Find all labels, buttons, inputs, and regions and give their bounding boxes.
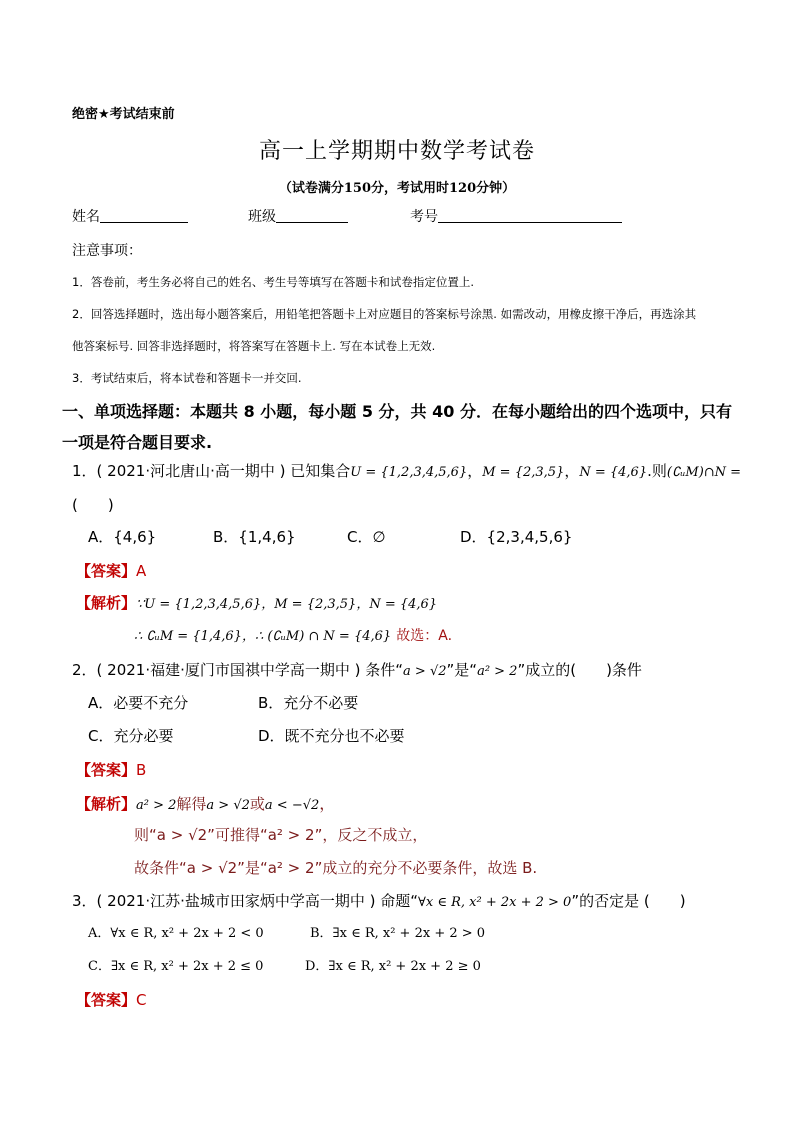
q3-option-a: A．∀x ∈ R, x² + 2x + 2 < 0 <box>88 926 264 941</box>
exam-number-field <box>410 206 622 226</box>
q2-analysis-line2: 则“a > √2”可推得“a² > 2”，反之不成立， <box>134 826 428 844</box>
notes-heading: 注意事项： <box>72 243 142 259</box>
class-blank <box>276 208 348 223</box>
q3-answer: 【答案】C <box>76 991 147 1009</box>
note-item: 他答案标号. 回答非选择题时，将答案写在答题卡上. 写在本试卷上无效. <box>72 339 436 353</box>
question-1-stem: 1．( 2021·河北唐山·高一期中 ) 已知集合U = {1,2,3,4,5,6}，M = {2,3,5}，N = {4,6}.则(∁ᵤM)∩N = <box>72 462 742 480</box>
q1-expression: (∁ᵤM)∩N = <box>666 465 742 480</box>
name-blank <box>100 208 188 223</box>
q1-option-a: A．{4,6} <box>88 528 157 546</box>
question-1-paren: ( ) <box>72 496 114 514</box>
exam-number-blank <box>438 208 622 223</box>
note-item: 2．回答选择题时，选出每小题答案后，用铅笔把答题卡上对应题目的答案标号涂黑. 如需改动，用橡皮擦干净后，再选涂其 <box>72 307 697 321</box>
q3-option-d: D．∃x ∈ R, x² + 2x + 2 ≥ 0 <box>305 959 481 974</box>
q3-option-c: C．∃x ∈ R, x² + 2x + 2 ≤ 0 <box>88 959 264 974</box>
set-u: U = {1,2,3,4,5,6} <box>350 465 468 480</box>
section-heading: 一、单项选择题：本题共 8 小题，每小题 5 分，共 40 分．在每小题给出的四个选项中，只有 <box>62 402 732 421</box>
set-n: N = {4,6} <box>579 465 648 480</box>
exam-title: 高一上学期期中数学考试卷 <box>258 139 535 164</box>
exam-number-label: 考号 <box>410 209 438 225</box>
q2-analysis: 【解析】a² > 2解得a > √2或a < −√2， <box>76 794 336 813</box>
q1-option-d: D．{2,3,4,5,6} <box>460 528 573 546</box>
note-item: 3．考试结束后，将本试卷和答题卡一并交回. <box>72 371 302 385</box>
q2-option-d: D．既不充分也不必要 <box>258 727 405 745</box>
q2-option-c: C．充分必要 <box>88 727 174 745</box>
name-label: 姓名 <box>72 209 100 225</box>
q2-analysis-line3: 故条件“a > √2”是“a² > 2”成立的充分不必要条件，故选 B. <box>134 859 538 877</box>
question-2-stem: 2．( 2021·福建·厦门市国祺中学高一期中 ) 条件“a > √2”是“a² > 2”成立的( )条件 <box>72 661 642 679</box>
q1-option-c: C．∅ <box>347 528 386 546</box>
q2-option-b: B．充分不必要 <box>258 694 359 712</box>
question-3-stem: 3．( 2021·江苏·盐城市田家炳中学高一期中 ) 命题“∀x ∈ R, x² + 2x + 2 > 0”的否定是 ( ) <box>72 892 686 910</box>
class-label: 班级 <box>248 209 276 225</box>
confidential-label: 绝密★考试结束前 <box>72 107 175 122</box>
exam-subtitle: （试卷满分150分，考试用时120分钟） <box>278 181 516 196</box>
q2-option-a: A．必要不充分 <box>88 694 189 712</box>
q3-option-b: B．∃x ∈ R, x² + 2x + 2 > 0 <box>310 926 486 941</box>
class-field <box>248 206 348 226</box>
q1-analysis-cont: ∴ ∁ᵤM = {1,4,6}，∴ (∁ᵤM) ∩ N = {4,6} 故选：A. <box>134 628 453 644</box>
set-m: M = {2,3,5} <box>482 465 565 480</box>
q1-analysis: 【解析】∵U = {1,2,3,4,5,6}，M = {2,3,5}，N = {4,6} <box>76 594 438 612</box>
section-heading-cont: 一项是符合题目要求. <box>62 433 213 452</box>
note-item: 1．答卷前，考生务必将自己的姓名、考生号等填写在答题卡和试卷指定位置上. <box>72 275 474 289</box>
q2-answer: 【答案】B <box>76 761 147 779</box>
q1-option-b: B．{1,4,6} <box>213 528 296 546</box>
q1-answer: 【答案】A <box>76 562 147 580</box>
name-field <box>72 206 188 226</box>
